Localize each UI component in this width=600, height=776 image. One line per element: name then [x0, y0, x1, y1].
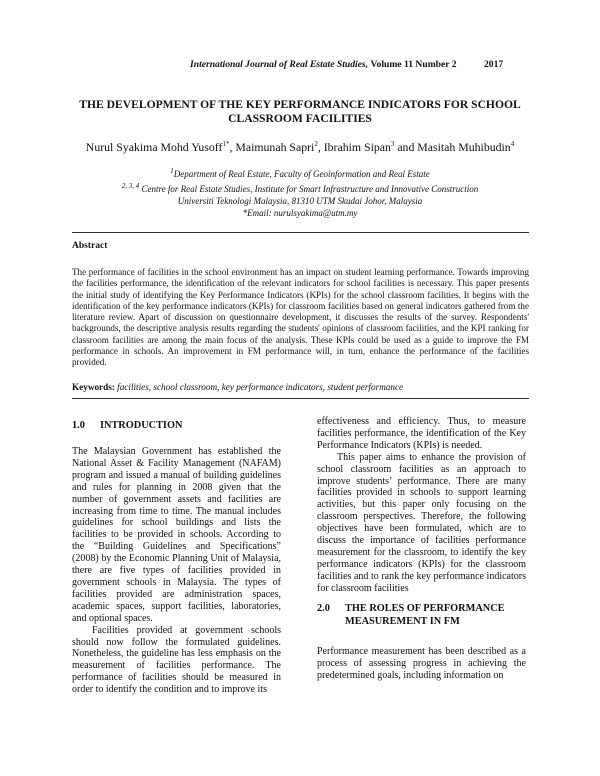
section-2-paragraph-1: Performance measurement has been described as a process of assessing progress in achieving the predetermined goals, including information on	[317, 646, 526, 681]
author-1-mark: 1*	[222, 140, 230, 149]
affiliation-1-mark: 1	[170, 167, 174, 175]
paper-title-line-2: CLASSROOM FACILITIES	[228, 112, 372, 125]
journal-name: International Journal of Real Estate Studies,	[190, 59, 369, 70]
paper-title	[60, 98, 540, 126]
section-2-body	[317, 646, 526, 682]
left-column-body	[72, 446, 281, 696]
section-1-title: INTRODUCTION	[100, 420, 183, 431]
author-1: Nurul Syakima Mohd Yusoff	[85, 140, 223, 154]
section-2-title: THE ROLES OF PERFORMANCE MEASUREMENT IN FM	[345, 603, 505, 627]
author-list	[60, 140, 540, 155]
corresponding-email: *Email: nurulsyakima@utm.my	[242, 208, 358, 218]
author-2: , Maimunah Sapri	[229, 140, 315, 154]
author-3: , Ibrahim Sipan	[317, 140, 391, 154]
affiliation-1	[60, 168, 540, 180]
intro-paragraph-1: The Malaysian Government has established the National Asset & Facility Management (NAFAM) program and issued a manual of building guidelines and rules for planning in 2008 given that the number of government assets and facilities are increasing from time to time. The manual includes guidelines for school buildings and lists the facilities to be provided in schools. According to the “Building Guidelines and Specifications” (2008) by the Economic Planning Unit of Malaysia, there are five types of facilities provided in government schools in Malaysia. The types of facilities provided are administration spaces, academic spaces, support facilities, laboratories, and optional spaces.	[72, 446, 281, 624]
author-3-mark: 3	[390, 140, 395, 149]
intro-paragraph-4: This paper aims to enhance the provision of school classroom facilities as an approach to improve students’ performance. There are many facilities provided in schools to support learning activities, but this paper only focusing on the classroom perspectives. Therefore, the following objectives have been formulated, which are to discuss the importance of facilities performance measurement for the classroom, to identify the key performance indicators (KPIs) for the classroom facilities and to rank the key performance indicators for classroom facilities	[317, 451, 526, 594]
abstract-text: The performance of facilities in the school environment has an impact on student learning performance. Towards improving the facilities performance, the identification of the relevant indicators for school facilities is necessary. This paper presents the initial study of identifying the Key Performance Indicators (KPIs) for the school classroom facilities. It begins with the identification of the key performance indicators (KPIs) for classroom facilities based on general indicators gathered from the literature review. Apart of discussion on questionnaire development, it discusses the results of the survey. Respondents' backgrounds, the descriptive analysis results regarding the students' opinions of classroom facilities, and the KPI ranking for classroom facilities are among the main focus of the analysis. These KPIs could be used as a guide to improve the FM performance in schools. An improvement in FM performance will, in turn, enhance the performance of the facilities provided.	[72, 267, 529, 368]
keywords-line	[72, 382, 529, 392]
section-1-heading	[72, 420, 182, 431]
author-4-mark: 4	[510, 140, 515, 149]
keywords-label: Keywords:	[72, 382, 115, 392]
running-header-year: 2017	[484, 59, 504, 70]
section-2-heading	[317, 602, 533, 632]
section-1-number: 1.0	[72, 420, 85, 431]
abstract-heading: Abstract	[72, 241, 108, 251]
paper-title-line-1: THE DEVELOPMENT OF THE KEY PERFORMANCE INDICATORS FOR SCHOOL	[79, 98, 521, 111]
author-2-mark: 2	[314, 140, 318, 149]
section-2-number: 2.0	[317, 603, 330, 614]
author-4: and Masitah Muhibudin	[394, 140, 511, 154]
affiliation-3: Universiti Teknologi Malaysia, 81310 UTM Skudai Johor, Malaysia	[177, 196, 423, 206]
affiliation-2-text: Centre for Real Estate Studies, Institute for Smart Infrastructure and Innovative Construction	[141, 184, 479, 194]
affiliation-2	[60, 183, 540, 195]
affiliation-2-mark: 2, 3, 4	[121, 182, 140, 190]
running-header-journal	[190, 59, 457, 70]
keywords-text: facilities, school classroom, key performance indicators, student performance	[117, 382, 404, 392]
intro-paragraph-2: Facilities provided at government schools should now follow the formulated guidelines. Nonetheless, the guideline has less emphasis on the measurement of facilities performance. The performance of facilities should be measured in order to identify the condition and to improve its	[72, 624, 281, 696]
abstract-bottom-rule	[72, 398, 529, 399]
journal-volume: Volume 11 Number 2	[370, 59, 457, 70]
affiliation-1-text: Department of Real Estate, Faculty of Geoinformation and Real Estate	[173, 169, 430, 179]
right-column-body	[317, 416, 526, 595]
intro-paragraph-3: effectiveness and efficiency. Thus, to measure facilities performance, the identification of the Key Performance Indicators (KPIs) is needed.	[317, 416, 526, 451]
abstract-top-rule	[72, 232, 529, 233]
